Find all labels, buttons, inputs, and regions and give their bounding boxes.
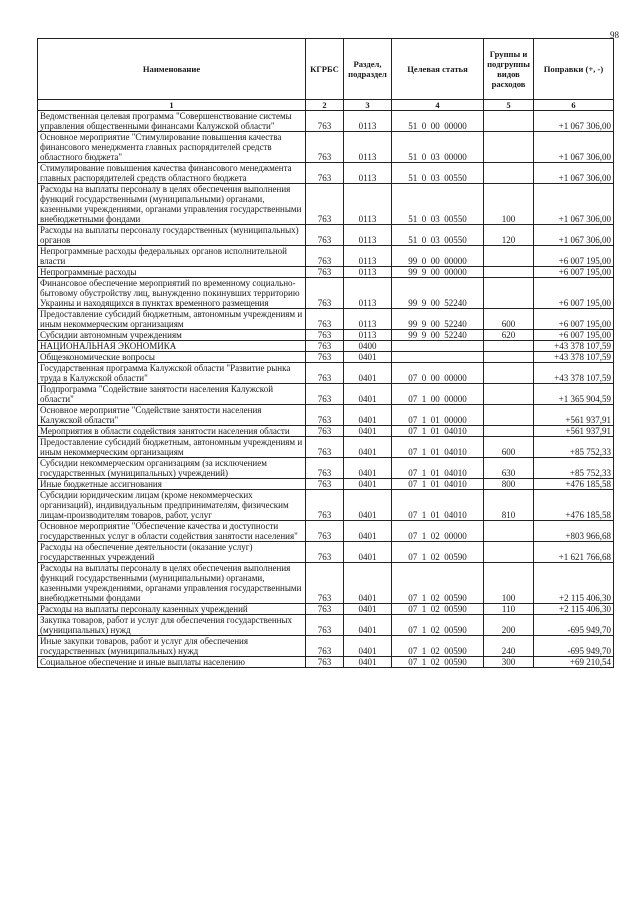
row-amount: +1 621 766,68 [534,542,614,563]
column-number: 6 [534,100,614,111]
row-article: 99 9 00 52240 [392,278,484,309]
row-amount: +1 365 904,59 [534,384,614,405]
row-article: 07 1 01 04010 [392,437,484,458]
row-kgrbs: 763 [306,542,344,563]
table-row [38,163,614,184]
row-amount: +561 937,91 [534,405,614,426]
row-section: 0401 [344,490,392,521]
row-article: 51 0 03 00550 [392,184,484,225]
row-group [484,246,534,267]
row-kgrbs: 763 [306,636,344,657]
table-row [38,458,614,479]
row-group: 120 [484,225,534,246]
row-name: Непрограммные расходы [38,267,306,278]
table-row [38,341,614,352]
row-name: Закупка товаров, работ и услуг для обеспечения государственных (муниципальных) нужд [38,615,306,636]
row-section: 0113 [344,330,392,341]
row-kgrbs: 763 [306,490,344,521]
row-article: 99 9 00 00000 [392,267,484,278]
row-section: 0401 [344,405,392,426]
row-group [484,267,534,278]
column-number: 5 [484,100,534,111]
row-name: Расходы на выплаты персоналу казенных учреждений [38,604,306,615]
row-name: Основное мероприятие "Содействие занятости населения Калужской области" [38,405,306,426]
row-kgrbs: 763 [306,479,344,490]
row-amount: +476 185,58 [534,479,614,490]
row-article: 07 1 02 00590 [392,657,484,668]
row-group: 600 [484,437,534,458]
row-kgrbs: 763 [306,330,344,341]
row-amount: +1 067 306,00 [534,225,614,246]
row-name: Субсидии некоммерческим организациям (за исключением государственных (муниципальных) учреждений) [38,458,306,479]
row-amount: +69 210,54 [534,657,614,668]
row-kgrbs: 763 [306,267,344,278]
row-section: 0401 [344,636,392,657]
table-row [38,330,614,341]
row-section: 0401 [344,352,392,363]
row-article: 07 1 01 04010 [392,426,484,437]
row-article: 51 0 03 00550 [392,225,484,246]
row-amount: +43 378 107,59 [534,341,614,352]
row-amount: +6 007 195,00 [534,278,614,309]
table-row [38,267,614,278]
row-article: 07 1 02 00000 [392,521,484,542]
row-article: 51 0 00 00000 [392,111,484,132]
row-group [484,521,534,542]
table-row [38,437,614,458]
row-group: 100 [484,184,534,225]
table-row [38,542,614,563]
table-row [38,132,614,163]
table-row [38,521,614,542]
row-article: 51 0 03 00000 [392,132,484,163]
row-article: 07 1 01 04010 [392,479,484,490]
row-section: 0113 [344,278,392,309]
row-name: Общеэкономические вопросы [38,352,306,363]
row-name: Ведомственная целевая программа "Совершенствование системы управления общественными финансами Калужской области" [38,111,306,132]
row-amount: +85 752,33 [534,458,614,479]
header-section: Раздел, подраздел [344,39,392,100]
row-section: 0400 [344,341,392,352]
row-kgrbs: 763 [306,132,344,163]
row-amount: +1 067 306,00 [534,163,614,184]
table-row [38,490,614,521]
header-kgrbs: КГРБС [306,39,344,100]
row-name: Социальное обеспечение и иные выплаты населению [38,657,306,668]
row-section: 0401 [344,426,392,437]
row-group [484,405,534,426]
row-article: 07 1 01 00000 [392,405,484,426]
row-kgrbs: 763 [306,657,344,668]
row-kgrbs: 763 [306,437,344,458]
row-section: 0113 [344,267,392,278]
row-name: Субсидии автономным учреждениям [38,330,306,341]
row-section: 0401 [344,563,392,604]
row-group [484,163,534,184]
row-section: 0401 [344,384,392,405]
row-name: Государственная программа Калужской области "Развитие рынка труда в Калужской области" [38,363,306,384]
row-name: Финансовое обеспечение мероприятий по временному социально-бытовому обустройству лиц, вынужденно покинувших территорию Украины и находящихся в пунктах временного размещения [38,278,306,309]
row-amount: -695 949,70 [534,636,614,657]
row-group: 100 [484,563,534,604]
table-row [38,225,614,246]
row-name: Расходы на выплаты персоналу в целях обеспечения выполнения функций государственными (муниципальными) органами, казенными учреждениями, органами управления государственными внебюджетными фондами [38,184,306,225]
row-group [484,132,534,163]
row-amount: +561 937,91 [534,426,614,437]
row-section: 0401 [344,657,392,668]
row-section: 0401 [344,458,392,479]
table-row [38,405,614,426]
row-section: 0401 [344,479,392,490]
row-section: 0401 [344,604,392,615]
row-article: 07 1 01 04010 [392,458,484,479]
row-kgrbs: 763 [306,458,344,479]
row-name: Основное мероприятие "Обеспечение качества и доступности государственных услуг в области содействия занятости населения" [38,521,306,542]
row-section: 0113 [344,309,392,330]
row-kgrbs: 763 [306,405,344,426]
row-article: 99 9 00 52240 [392,330,484,341]
table-row [38,636,614,657]
header-amendment: Поправки (+, -) [534,39,614,100]
row-article: 51 0 03 00550 [392,163,484,184]
row-group: 300 [484,657,534,668]
row-amount: +1 067 306,00 [534,132,614,163]
row-article: 07 1 02 00590 [392,636,484,657]
row-kgrbs: 763 [306,363,344,384]
row-kgrbs: 763 [306,521,344,542]
row-group: 810 [484,490,534,521]
row-name: Подпрограмма "Содействие занятости населения Калужской области" [38,384,306,405]
row-name: Непрограммные расходы федеральных органов исполнительной власти [38,246,306,267]
table-row [38,426,614,437]
row-kgrbs: 763 [306,563,344,604]
row-amount: +1 067 306,00 [534,111,614,132]
row-name: НАЦИОНАЛЬНАЯ ЭКОНОМИКА [38,341,306,352]
row-article: 07 1 02 00590 [392,563,484,604]
table-row [38,363,614,384]
table-row [38,184,614,225]
budget-amendments-table [37,38,614,668]
column-number: 4 [392,100,484,111]
row-group [484,363,534,384]
row-amount: +43 378 107,59 [534,352,614,363]
row-section: 0401 [344,363,392,384]
row-name: Иные бюджетные ассигнования [38,479,306,490]
row-amount: +6 007 195,00 [534,267,614,278]
row-amount: +43 378 107,59 [534,363,614,384]
row-group: 200 [484,615,534,636]
row-article: 07 1 00 00000 [392,384,484,405]
row-name: Предоставление субсидий бюджетным, автономным учреждениям и иным некоммерческим организациям [38,309,306,330]
header-row [38,39,614,100]
row-section: 0113 [344,132,392,163]
table-row [38,563,614,604]
row-group: 620 [484,330,534,341]
column-number: 2 [306,100,344,111]
row-article: 07 1 02 00590 [392,604,484,615]
table-row [38,604,614,615]
row-amount: +6 007 195,00 [534,330,614,341]
row-section: 0401 [344,615,392,636]
row-amount: +2 115 406,30 [534,563,614,604]
row-name: Расходы на обеспечение деятельности (оказание услуг) государственных учреждений [38,542,306,563]
row-article: 07 1 01 04010 [392,490,484,521]
row-section: 0113 [344,163,392,184]
row-section: 0113 [344,246,392,267]
header-name: Наименование [38,39,306,100]
row-group [484,352,534,363]
row-group: 800 [484,479,534,490]
table-row [38,111,614,132]
page-number: 98 [610,30,619,40]
row-group [484,542,534,563]
row-kgrbs: 763 [306,384,344,405]
row-article [392,352,484,363]
row-amount: +85 752,33 [534,437,614,458]
table-row [38,352,614,363]
column-number: 3 [344,100,392,111]
row-section: 0401 [344,542,392,563]
row-article: 07 0 00 00000 [392,363,484,384]
row-article: 07 1 02 00590 [392,542,484,563]
row-group: 110 [484,604,534,615]
row-section: 0401 [344,521,392,542]
row-group [484,278,534,309]
column-number: 1 [38,100,306,111]
row-kgrbs: 763 [306,604,344,615]
row-amount: +6 007 195,00 [534,246,614,267]
row-kgrbs: 763 [306,163,344,184]
row-group: 240 [484,636,534,657]
row-kgrbs: 763 [306,111,344,132]
row-amount: +2 115 406,30 [534,604,614,615]
header-article: Целевая статья [392,39,484,100]
row-amount: +6 007 195,00 [534,309,614,330]
column-number-row [38,100,614,111]
row-amount: -695 949,70 [534,615,614,636]
row-kgrbs: 763 [306,352,344,363]
row-kgrbs: 763 [306,341,344,352]
row-article [392,341,484,352]
row-section: 0401 [344,437,392,458]
table-row [38,615,614,636]
row-name: Расходы на выплаты персоналу государственных (муниципальных) органов [38,225,306,246]
row-amount: +1 067 306,00 [534,184,614,225]
table-row [38,246,614,267]
row-name: Субсидии юридическим лицам (кроме некоммерческих организаций), индивидуальным предпринимателям, физическим лицам-производителям товаров, работ, услуг [38,490,306,521]
row-kgrbs: 763 [306,225,344,246]
row-article: 99 0 00 00000 [392,246,484,267]
row-group [484,426,534,437]
row-amount: +476 185,58 [534,490,614,521]
row-kgrbs: 763 [306,184,344,225]
table-row [38,309,614,330]
row-name: Мероприятия в области содействия занятости населения области [38,426,306,437]
row-section: 0113 [344,225,392,246]
row-name: Расходы на выплаты персоналу в целях обеспечения выполнения функций государственными (муниципальными) органами, казенными учреждениями, органами управления государственными внебюджетными фондами [38,563,306,604]
row-section: 0113 [344,184,392,225]
row-amount: +803 966,68 [534,521,614,542]
table-row [38,479,614,490]
row-name: Основное мероприятие "Стимулирование повышения качества финансового менеджмента главных распорядителей средств областного бюджета" [38,132,306,163]
row-name: Иные закупки товаров, работ и услуг для обеспечения государственных (муниципальных) нужд [38,636,306,657]
row-kgrbs: 763 [306,426,344,437]
row-article: 99 9 00 52240 [392,309,484,330]
row-kgrbs: 763 [306,309,344,330]
row-group [484,341,534,352]
row-group: 600 [484,309,534,330]
header-group: Группы и подгруппы видов расходов [484,39,534,100]
table-row [38,384,614,405]
row-section: 0113 [344,111,392,132]
row-group: 630 [484,458,534,479]
row-name: Предоставление субсидий бюджетным, автономным учреждениям и иным некоммерческим организациям [38,437,306,458]
table-row [38,657,614,668]
row-kgrbs: 763 [306,278,344,309]
table-row [38,278,614,309]
row-kgrbs: 763 [306,615,344,636]
row-group [484,384,534,405]
row-name: Стимулирование повышения качества финансового менеджмента главных распорядителей средств областного бюджета [38,163,306,184]
row-group [484,111,534,132]
row-kgrbs: 763 [306,246,344,267]
row-article: 07 1 02 00590 [392,615,484,636]
